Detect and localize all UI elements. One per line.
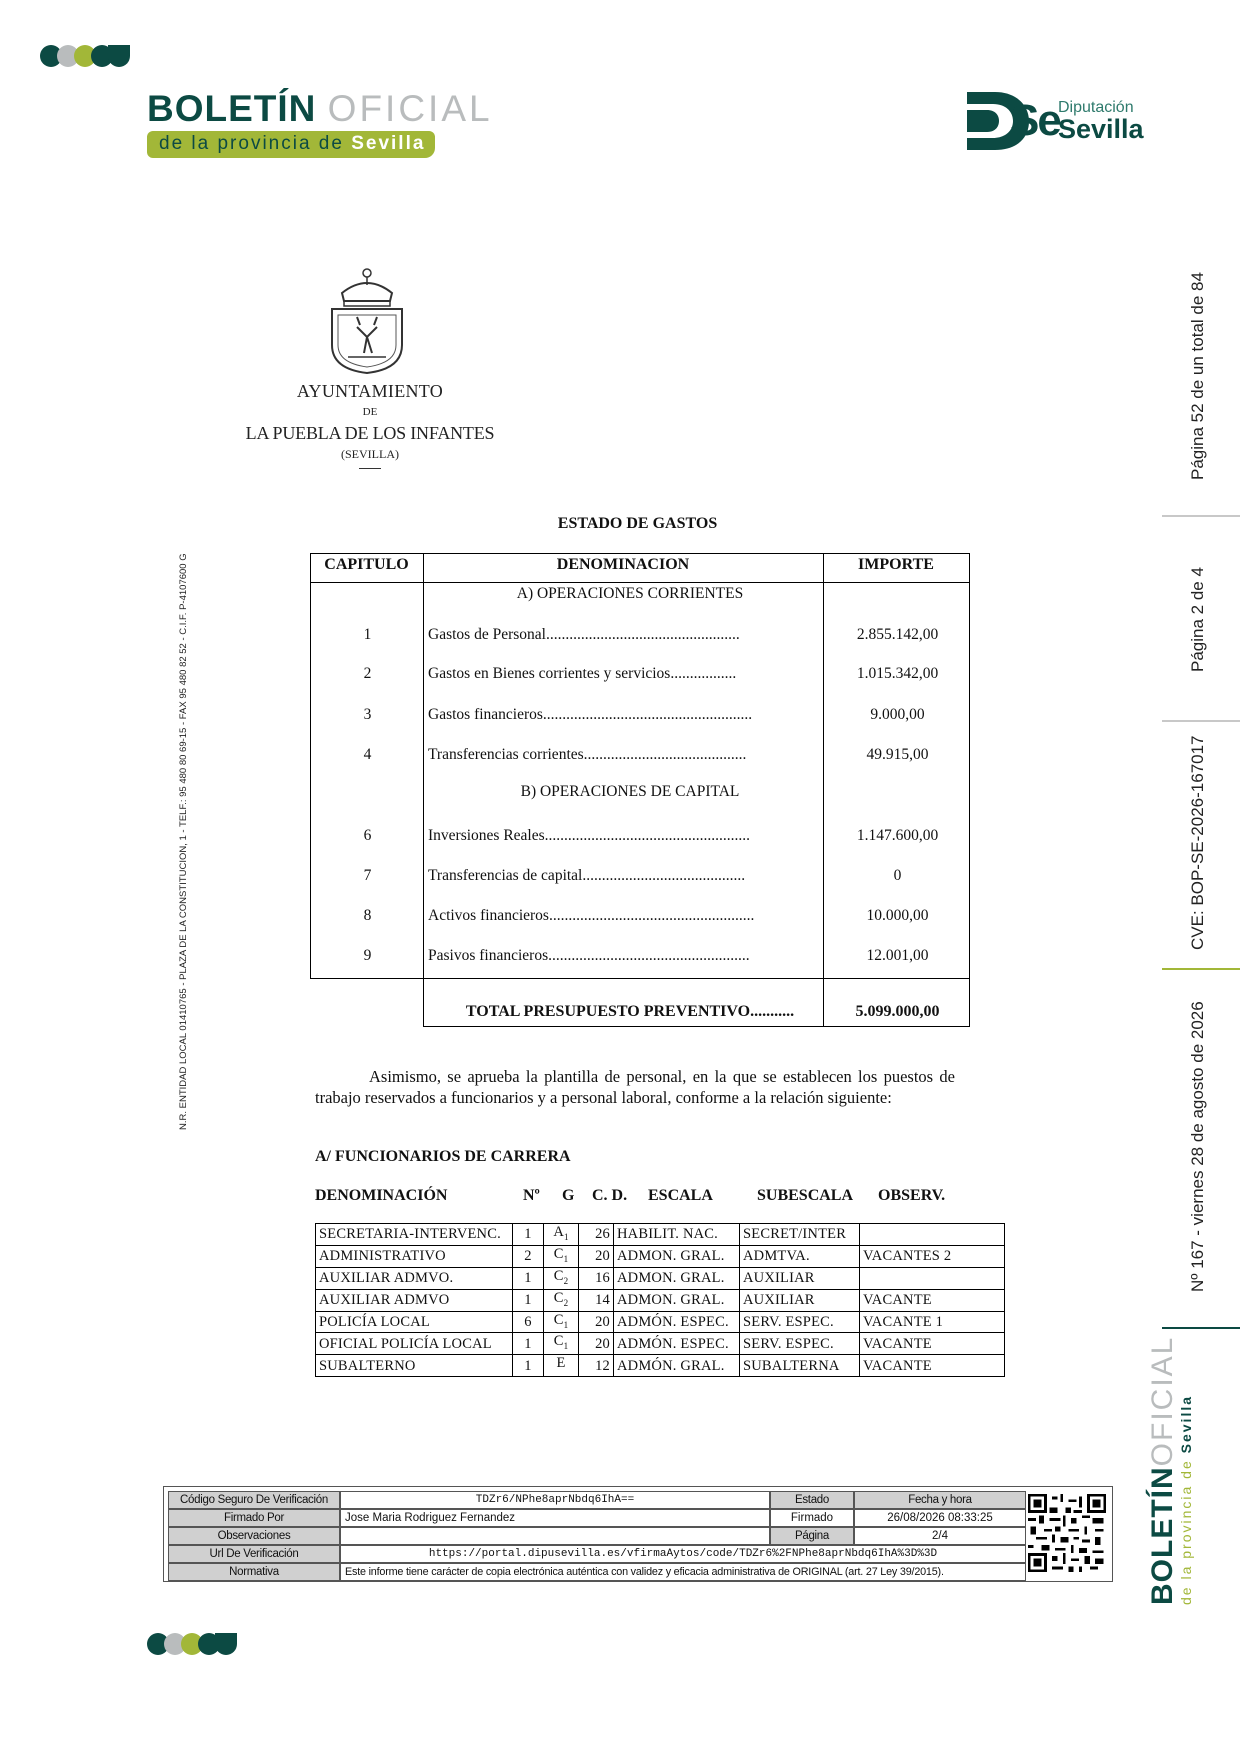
cell-numero [513, 1333, 544, 1355]
cell-subescala-text: ADMTVA. [743, 1248, 810, 1265]
cell-numero-text: 1 [524, 1357, 532, 1374]
cell-escala-text: ADMON. GRAL. [617, 1292, 725, 1309]
cell-escala [614, 1311, 740, 1333]
header-capitulo: CAPITULO [324, 556, 409, 573]
cell-subescala-text: SECRET/INTER [743, 1226, 847, 1243]
gastos-title: ESTADO DE GASTOS [557, 515, 718, 532]
table-row [310, 706, 970, 728]
cell-numero-text: 1 [524, 1270, 532, 1287]
cell-escala [614, 1267, 740, 1289]
firmado-por-value: Jose Maria Rodriguez Fernandez [340, 1509, 770, 1527]
cell-numero-text: 1 [524, 1226, 532, 1243]
url-label: Url De Verificación [168, 1545, 340, 1563]
col-header-subescala: SUBESCALA [757, 1187, 854, 1204]
cell-grupo [544, 1333, 579, 1355]
col-header-cd: C. D. [592, 1187, 628, 1204]
cell-observ [860, 1267, 1005, 1289]
cell-escala-text: ADMÓN. GRAL. [617, 1357, 725, 1374]
cell-observ-text: VACANTE [863, 1357, 932, 1374]
ayuntamiento-header [230, 380, 510, 469]
cell-denominacion [316, 1245, 513, 1267]
row-importe: 10.000,00 [866, 907, 929, 924]
table-row [316, 1267, 1005, 1289]
url-link[interactable]: https://portal.dipusevilla.es/vfirmaAytos/code/TDZr6%2FNPhe8aprNbdq6IhA%3D%3D [340, 1545, 1026, 1563]
cell-grupo-text: C [553, 1289, 564, 1306]
cell-subescala [740, 1289, 860, 1311]
cell-denominacion-text: AUXILIAR ADMVO [319, 1292, 450, 1309]
diputacion-mark: Se [1010, 96, 1060, 145]
cell-subescala [740, 1224, 860, 1246]
cell-denominacion [316, 1289, 513, 1311]
cell-observ [860, 1355, 1005, 1377]
row-importe: 1.015.342,00 [856, 665, 939, 682]
cell-denominacion-text: AUXILIAR ADMVO. [319, 1270, 454, 1287]
cell-cd-text: 12 [595, 1357, 610, 1374]
side-logo-sub-bold: Sevilla [1178, 1394, 1194, 1454]
row-importe: 1.147.600,00 [856, 827, 939, 844]
cell-grupo [544, 1224, 579, 1246]
cell-observ-text: VACANTE [863, 1335, 932, 1352]
cell-grupo-subscript: 2 [563, 1297, 569, 1308]
funcionarios-table [315, 1223, 1005, 1377]
section-b-heading: B) OPERACIONES DE CAPITAL [520, 783, 740, 800]
cell-numero [513, 1289, 544, 1311]
bop-title [147, 90, 493, 127]
cell-observ-text: VACANTE [863, 1292, 932, 1309]
cell-cd-text: 14 [595, 1292, 610, 1309]
cell-cd-text: 26 [595, 1226, 610, 1243]
cell-subescala [740, 1267, 860, 1289]
cell-denominacion [316, 1311, 513, 1333]
bop-logo [147, 90, 493, 158]
firmado-por-label: Firmado Por [168, 1509, 340, 1527]
ayuntamiento-line1: AYUNTAMIENTO [296, 381, 444, 401]
cell-escala [614, 1289, 740, 1311]
cell-observ [860, 1245, 1005, 1267]
cell-escala-text: HABILIT. NAC. [617, 1226, 718, 1243]
row-importe: 12.001,00 [866, 947, 929, 964]
cell-numero-text: 1 [524, 1292, 532, 1309]
total-value: 5.099.000,00 [855, 1003, 940, 1020]
cell-denominacion [316, 1355, 513, 1377]
cell-denominacion [316, 1267, 513, 1289]
fecha-value: 26/08/2026 08:33:25 [854, 1509, 1026, 1527]
row-capitulo: 9 [363, 947, 372, 964]
row-capitulo: 1 [363, 626, 372, 643]
bop-title-light: OFICIAL [327, 88, 493, 129]
observaciones-label: Observaciones [168, 1527, 340, 1545]
bop-title-bold: BOLETÍN [147, 88, 317, 129]
cell-subescala-text: SERV. ESPEC. [743, 1335, 834, 1352]
row-denominacion: Gastos financieros...................................................... [428, 706, 753, 723]
cell-grupo-subscript: 1 [563, 1253, 569, 1264]
cell-observ-text: VACANTES 2 [863, 1248, 952, 1265]
cell-escala-text: ADMÓN. ESPEC. [617, 1314, 729, 1330]
cell-subescala [740, 1311, 860, 1333]
cell-grupo-subscript: 2 [563, 1275, 569, 1286]
cell-cd-text: 20 [595, 1314, 610, 1330]
cell-grupo-text: A [553, 1224, 564, 1240]
table-line [310, 582, 970, 583]
cell-cd [579, 1355, 614, 1377]
row-capitulo: 6 [363, 827, 372, 844]
side-bop-logo [1148, 1336, 1194, 1605]
cell-observ-text: VACANTE 1 [863, 1314, 944, 1330]
col-header-grupo: G [562, 1187, 575, 1204]
col-header-observ: OBSERV. [878, 1187, 946, 1204]
table-row [310, 827, 970, 849]
cell-grupo-subscript: 1 [563, 1341, 569, 1352]
cell-grupo [544, 1355, 579, 1377]
divider [1162, 1327, 1240, 1329]
row-capitulo: 2 [363, 665, 372, 682]
qr-code-icon[interactable] [1028, 1494, 1106, 1572]
row-importe: 49.915,00 [866, 746, 929, 763]
row-denominacion: Gastos de Personal.................................................. [428, 626, 740, 643]
bop-subtitle [147, 131, 435, 158]
row-capitulo: 8 [363, 907, 372, 924]
csv-label: Código Seguro De Verificación [168, 1491, 340, 1509]
cell-grupo-subscript: 1 [563, 1319, 569, 1330]
cell-numero [513, 1355, 544, 1377]
left-margin-text: N.R. ENTIDAD LOCAL 01410765 - PLAZA DE LA CONSTITUCION, 1 - TELF.: 95 480 80 69-15 - FAX 95 480 82 52 - C.I.F. P-4107600 G [178, 553, 189, 1130]
col-header-numero: Nº [523, 1187, 540, 1204]
row-denominacion: Transferencias de capital.......................................... [428, 867, 746, 884]
cell-grupo-text: C [553, 1333, 564, 1350]
cell-grupo [544, 1245, 579, 1267]
cell-grupo-text: C [553, 1245, 564, 1262]
cell-denominacion-text: OFICIAL POLICÍA LOCAL [319, 1335, 492, 1352]
cell-observ [860, 1289, 1005, 1311]
cell-denominacion [316, 1224, 513, 1246]
col-header-escala: ESCALA [648, 1187, 713, 1204]
header-importe: IMPORTE [858, 556, 934, 573]
table-row [316, 1224, 1005, 1246]
normativa-label: Normativa [168, 1563, 340, 1581]
cell-subescala-text: AUXILIAR [743, 1270, 815, 1287]
bop-dots-icon [147, 1633, 232, 1655]
cell-denominacion-text: SUBALTERNO [319, 1357, 416, 1374]
row-importe: 2.855.142,00 [856, 626, 939, 643]
cell-escala [614, 1355, 740, 1377]
cell-denominacion-text: ADMINISTRATIVO [319, 1248, 446, 1265]
funcionarios-title: A/ FUNCIONARIOS DE CARRERA [315, 1148, 571, 1165]
row-denominacion: Activos financieros..................................................... [428, 907, 755, 924]
row-denominacion: Gastos en Bienes corrientes y servicios................. [428, 665, 737, 682]
table-line [310, 553, 970, 554]
divider [1162, 720, 1240, 722]
table-row [310, 665, 970, 687]
row-capitulo: 4 [363, 746, 372, 763]
cell-subescala-text: SUBALTERNA [743, 1357, 840, 1374]
municipal-crest-icon [322, 265, 412, 375]
table-row [316, 1355, 1005, 1377]
diputacion-text [1058, 100, 1144, 143]
cell-cd-text: 20 [595, 1335, 610, 1352]
gastos-table [310, 553, 970, 1027]
side-logo-bold: BOLETÍN [1146, 1466, 1179, 1605]
bop-dots-icon [40, 45, 125, 67]
cell-escala-text: ADMÓN. ESPEC. [617, 1335, 729, 1352]
row-denominacion: Inversiones Reales..................................................... [428, 827, 751, 844]
total-label: TOTAL PRESUPUESTO PREVENTIVO........... [465, 1003, 795, 1020]
cell-grupo [544, 1289, 579, 1311]
row-capitulo: 3 [363, 706, 372, 723]
col-header-denominacion: DENOMINACIÓN [315, 1187, 448, 1204]
cell-escala-text: ADMON. GRAL. [617, 1270, 725, 1287]
cell-numero [513, 1245, 544, 1267]
table-row [310, 907, 970, 929]
table-line [423, 1026, 970, 1027]
ayuntamiento-rule [359, 468, 381, 469]
row-denominacion: Pasivos financieros.................................................... [428, 947, 750, 964]
cell-subescala [740, 1245, 860, 1267]
ayuntamiento-line2: DE [362, 405, 378, 418]
cell-observ [860, 1224, 1005, 1246]
table-row [316, 1245, 1005, 1267]
cell-observ [860, 1311, 1005, 1333]
cve-text: CVE: BOP-SE-2026-167017 [1188, 735, 1207, 950]
cell-cd-text: 16 [595, 1270, 610, 1287]
cell-numero-text: 1 [524, 1335, 532, 1352]
cell-cd [579, 1333, 614, 1355]
estado-label: Estado [770, 1491, 854, 1509]
row-capitulo: 7 [363, 867, 372, 884]
cell-denominacion-text: POLICÍA LOCAL [319, 1314, 430, 1330]
cell-escala [614, 1224, 740, 1246]
cell-escala-text: ADMON. GRAL. [617, 1248, 725, 1265]
page-total-text: Página 52 de un total de 84 [1188, 272, 1207, 480]
cell-cd [579, 1311, 614, 1333]
cell-denominacion [316, 1333, 513, 1355]
cell-subescala [740, 1355, 860, 1377]
cell-cd [579, 1245, 614, 1267]
cell-cd [579, 1289, 614, 1311]
cell-grupo-text: C [553, 1311, 564, 1328]
ayuntamiento-line3: LA PUEBLA DE LOS INFANTES [245, 423, 495, 444]
diputacion-line1: Diputación [1058, 99, 1134, 116]
table-row [310, 626, 970, 648]
normativa-value: Este informe tiene carácter de copia electrónica auténtica con validez y eficacia administrativa de ORIGINAL (art. 27 Ley 39/2015). [340, 1563, 1026, 1581]
plantilla-paragraph: Asimismo, se aprueba la plantilla de personal, en la que se establecen los puestos de trabajo reservados a funcionarios y a personal laboral, conforme a la relación siguiente: [315, 1067, 955, 1108]
table-row [316, 1333, 1005, 1355]
cell-cd-text: 20 [595, 1248, 610, 1265]
ayuntamiento-line4: (SEVILLA) [341, 446, 399, 461]
header-denominacion: DENOMINACION [556, 556, 690, 573]
cell-grupo [544, 1311, 579, 1333]
table-row [310, 746, 970, 768]
signature-box [163, 1486, 1113, 1582]
row-importe: 0 [893, 867, 902, 884]
cell-escala [614, 1245, 740, 1267]
table-row [310, 947, 970, 969]
table-row [316, 1311, 1005, 1333]
table-row [316, 1289, 1005, 1311]
divider [1162, 515, 1240, 517]
table-line [310, 978, 970, 979]
row-denominacion: Transferencias corrientes.......................................... [428, 746, 747, 763]
side-logo-sub: de la provincia de [1178, 1459, 1194, 1605]
cell-numero [513, 1224, 544, 1246]
cell-numero-text: 2 [524, 1248, 532, 1265]
cell-numero [513, 1267, 544, 1289]
row-importe: 9.000,00 [870, 706, 925, 723]
pagina-value: 2/4 [854, 1527, 1026, 1545]
csv-value[interactable]: TDZr6/NPhe8aprNbdq6IhA== [340, 1491, 770, 1509]
estado-value: Firmado [770, 1509, 854, 1527]
section-a-heading: A) OPERACIONES CORRIENTES [516, 585, 744, 602]
cell-subescala-text: SERV. ESPEC. [743, 1314, 834, 1330]
cell-grupo-subscript: 1 [563, 1231, 569, 1242]
side-logo-light: OFICIAL [1146, 1335, 1179, 1467]
cell-subescala-text: AUXILIAR [743, 1292, 815, 1309]
cell-subescala [740, 1333, 860, 1355]
cell-numero-text: 6 [524, 1314, 532, 1330]
fecha-label: Fecha y hora [854, 1491, 1026, 1509]
bop-subtitle-bold: Sevilla [351, 133, 426, 154]
diputacion-line2: Sevilla [1058, 114, 1144, 144]
pagina-label: Página [770, 1527, 854, 1545]
cell-grupo-text: C [553, 1267, 564, 1284]
issue-text: Nº 167 - viernes 28 de agosto de 2026 [1188, 1001, 1207, 1292]
cell-escala [614, 1333, 740, 1355]
cell-cd [579, 1267, 614, 1289]
cell-cd [579, 1224, 614, 1246]
table-row [310, 867, 970, 889]
cell-grupo-text: E [556, 1355, 566, 1372]
observaciones-value [340, 1527, 770, 1545]
cell-denominacion-text: SECRETARIA-INTERVENC. [319, 1226, 501, 1243]
divider [1162, 968, 1240, 970]
page-of-text: Página 2 de 4 [1188, 567, 1207, 672]
cell-numero [513, 1311, 544, 1333]
cell-grupo [544, 1267, 579, 1289]
bop-subtitle-pre: de la provincia de [159, 133, 344, 154]
cell-observ [860, 1333, 1005, 1355]
